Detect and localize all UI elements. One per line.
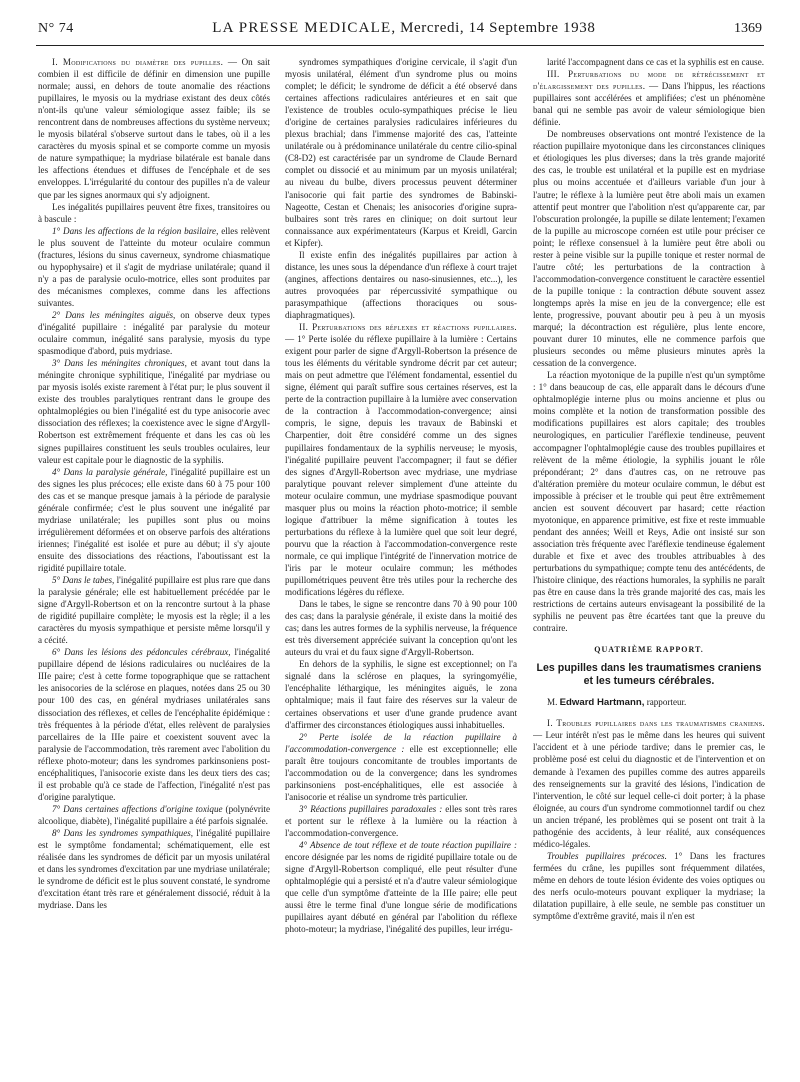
paragraph	[38, 803, 270, 827]
paragraph-lead: 3° Réactions pupillaires paradoxales :	[299, 803, 443, 814]
paragraph-text: Dans le tabes, le signe se rencontre dans 70 à 90 pour 100 des cas; dans la paralysie générale, il existe dans la moitié des cas; dans les autres formes de la syphilis nerveuse, la fréquence est très diversement appréciée suivant la conception qu'ont les auteurs du vrai et du faux signe d'Argyll-Robertson.	[285, 599, 517, 658]
paragraph-text: 1° Dans les fractures fermées du crâne, les pupilles sont fréquemment dilatées, même en dehors de toute lésion évidente des voies optiques ou des nerfs oculo-moteurs pouvant expliquer la mydriase; la dilatation pupillaire, à elle seule, ne semble pas constituer un symptôme d'extrême gravité, mais il n'en est	[533, 850, 765, 922]
paragraph-lead: Troubles pupillaires précoces.	[547, 850, 667, 861]
paragraph-text: Les inégalités pupillaires peuvent être fixes, transitoires ou à bascule :	[38, 201, 270, 224]
paragraph-lead: III. Perturbations du mode de rétrécissement et d'élargissement des pupilles.	[533, 69, 765, 92]
paragraph-text: — Dans l'hippus, les réactions pupillaires sont accélérées et amplifiées; c'est un phénomène banal qui ne semble pas avoir de valeur sémiologique bien définie.	[533, 81, 765, 128]
paragraph-text: on observe deux types d'inégalité pupillaire : inégalité par paralysie du moteur oculaire commun, inégalité sans paralysie, myosis du type spasmodique d'abord, puis mydriase.	[38, 309, 270, 357]
paragraph	[533, 369, 765, 634]
paragraph-lead: 1° Dans les affections de la région basilaire,	[52, 225, 219, 236]
paragraph-lead: 2° Perte isolée de la réaction pupillaire à l'accommodation-convergence :	[285, 731, 517, 754]
paragraph	[38, 466, 270, 574]
paragraph	[285, 249, 517, 321]
paragraph-lead: 6° Dans les lésions des pédoncules cérébraux,	[52, 647, 231, 658]
paragraph-text: — On sait combien il est difficile de définir en dimension une pupille normale; aussi, en dehors de toute anomalie des réactions pupillaires, le myosis ou la mydriase existant des deux côtés n'ont-ils qu'une valeur sémiologique assez faible; ils se rencontrent dans de nombreuses affections du système nerveux; le myosis bilatéral s'observe surtout dans le tabes, où il a les caractères du myosis spinal et se comporte comme un myosis de nature sympathique; la mydriase bilatérale est banale dans les affections étendues et diffuses de l'encéphale et de ses enveloppes. L'irrégularité du contour des pupilles n'a de valeur que par les signes anormaux qui s'y adjoignent.	[38, 57, 270, 200]
paragraph-text: l'inégalité pupillaire est un des signes les plus précoces; elle existe dans 60 à 75 pour 100 des cas et se manque presque jamais à la période de paralysie générale confirmée; c'est le plus souvent une inégalité par mydriase unilatérale; les pupilles sont plus ou moins irrégulièrement déformées et on observe parfois des altérations iriennes; l'inégalité est isolée et pure au début; il s'y ajoute ensuite des dissociations des réactions, l'aboutissant est la rigidité pupillaire totale.	[38, 466, 270, 573]
paragraph-text: larité l'accompagnent dans ce cas et la syphilis est en cause.	[547, 57, 765, 67]
issue-number: N° 74	[38, 21, 74, 36]
paragraph-text: l'inégalité pupillaire dépend de lésions radiculaires ou nucléaires de la IIIe paire; c'est à cette forme topographique que se rattachent les anisocories de la sclérose en plaques, notées dans 25 ou 30 pour 100 des cas, en général mydriases unilatérales sans dissociation des réflexes, et celles de l'encéphalite épidémique : très fréquentes à la période d'état, elles relèvent de paralysies parcellaires de la IIIe paire et coexistent souvent avec la paralysie de l'accommodation, très rarement avec l'abolition du réflexe photo-moteur; dans les syndromes parkinsoniens post-encéphalitiques, l'anisocorie existe dans les deux tiers des cas; il est probable qu'à ce stade de l'affection, l'inégalité n'est pas d'origine paralytique.	[38, 647, 270, 802]
paragraph-text: — Leur intérêt n'est pas le même dans les heures qui suivent l'accident et à une période tardive; dans le premier cas, le problème posé est celui du diagnostic et de l'intervention et on demande à l'examen des pupilles comme des autres appareils des renseignements sur la gravité des lésions, l'indication de l'intervention, le côté sur lequel celle-ci doit porter; à la phase éloignée, au cours d'un syndrome commotionnel tardif ou chez un ancien trépané, les problèmes qui se posent ont trait à la pathogénie des accidents, à leur réalité, aux conséquences médico-légales.	[533, 730, 765, 849]
paragraph	[38, 56, 270, 201]
paragraph-lead: 2° Dans les méningites aiguës,	[52, 309, 176, 320]
journal-title: LA PRESSE MEDICALE	[212, 20, 392, 36]
paragraph-text: De nombreuses observations ont montré l'existence de la réaction pupillaire myotonique dans les circonstances cliniques et étiologiques les plus diverses; dans la très grande majorité des cas, le trouble est unilatéral et la pupille est en mydriase plus ou moins accentuée et d'ailleurs variable d'un jour à l'autre; le réflexe à la lumière peut être aboli mais un examen attentif peut montrer que l'abolition n'est qu'apparente car, par l'obscuration prolongée, la pupille se dilate lentement; l'examen de la pupille au microscope cornéen est utile pour préciser ce point; le réflexe consensuel à la lumière peut être aboli ou rester à peine visible sur la pupille tonique et rester normal de l'autre côté; les perturbations de la contraction à l'accommodation-convergence constituent le caractère essentiel de la pupille tonique : la contraction débute souvent assez longtemps après la mise en jeu de la convergence; elle est lente, progressive, pouvant aboutir peu à peu à un myosis marqué; la décontraction est régulière, plus lente encore, pouvant durer 10 minutes, elle ne commence parfois que plusieurs secondes ou même plusieurs minutes après la cessation de la convergence.	[533, 129, 765, 369]
report-label: QUATRIÈME RAPPORT.	[594, 645, 704, 655]
reporter-name: Edward Hartmann,	[559, 697, 645, 709]
paragraph	[38, 201, 270, 225]
paragraph-text: En dehors de la syphilis, le signe est exceptionnel; on l'a signalé dans la sclérose en plaques, la syringomyélie, l'encéphalite léthargique, les méningites aiguës, le zona ophtalmique; mais il faut faire des réserves sur la valeur de certaines observations et user d'une grande prudence avant d'affirmer des circonstances étiologiques aussi inhabituelles.	[285, 659, 517, 730]
paragraph-lead: 3° Dans les méningites chroniques,	[52, 358, 187, 369]
paragraph	[285, 839, 517, 935]
paragraph-text: — 1° Perte isolée du réflexe pupillaire à la lumière : Certains exigent pour parler de signe d'Argyll-Robertson la présence de tous les éléments du véritable syndrome décrit par cet auteur; mais on peut admettre que l'élément fondamental, essentiel du signe, élément qui paraît suffire sous certaines réserves, est la perte de la contraction pupillaire à la lumière avec conservation de la contraction à l'accommodation-convergence; ainsi compris, le signe, depuis les travaux de Babinski et Charpentier, doit être considéré comme un des signes pupillaires fondamentaux de la syphilis nerveuse; le myosis, l'inégalité pupillaire peuvent l'accompagner; il faut se défier des signes d'Argyll-Robertson avec mydriase, une mydriase paralytique pouvant relever simplement d'une atteinte du moteur oculaire commun, une mydriase spasmodique pouvant masquer plus ou moins la réaction photo-motrice; il semble logique d'attribuer la même signification à toutes les perturbations du réflexe à la lumière quel que soit leur degré, pourvu que la réaction à l'accommodation-convergence reste normale, ce qui implique l'intégrité de l'innervation motrice de l'iris par le moteur oculaire commun; les méthodes pupillométriques peuvent être très utiles pour la recherche des modifications légères du réflexe.	[285, 334, 517, 598]
paragraph-text: La réaction myotonique de la pupille n'est qu'un symptôme : 1° dans beaucoup de cas, elle apparaît dans le décours d'une ophtalmoplégie interne plus ou moins ancienne et plus ou moins complète et la notion de transformation possible des modifications pupillaires est alors capitale; des troubles neurologiques, en particulier l'aréflexie tendineuse, peuvent accompagner l'ophtalmoplégie cause des troubles pupillaires et relèvent de la même étiologie, la syphilis jouant le rôle prépondérant; 2° dans d'autres cas, on ne retrouve pas d'altération première du moteur oculaire commun, le début est impossible à préciser et le trouble qui peut être extrêmement ancien est souvent découvert par hasard; cette réaction myotonique, en apparence primitive, est fixe et reste immuable pendant des années; Weill et Reys, Adie ont insisté sur son association très fréquente avec l'aréflexie tendineuse également durable et fixe et avec des troubles attribuables à des perturbations du sympathique; compte tenu des antécédents, de l'histoire clinique, des réactions humorales, la syphilis ne paraît pas être en cause dans la très grande majorité des cas, mais les restrictions de certains auteurs envisageant la possibilité de la syphilis ne peuvent pas être écartées tant que la preuve du contraire.	[533, 370, 765, 634]
paragraph-lead: I. Modifications du diamètre des pupilles.	[52, 57, 224, 67]
paragraph-lead: II. Perturbations des réflexes et réactions pupillaires.	[299, 322, 517, 333]
paragraph	[38, 827, 270, 911]
paragraph-lead: I. Troubles pupillaires dans les traumatismes craniens.	[547, 718, 765, 729]
paragraph	[285, 56, 517, 249]
paragraph-text: elle est exceptionnelle; elle paraît être toujours concomitante de troubles importants de l'accommodation ou de la convergence; dans les syndromes parkinsoniens post-encéphalitiques, elle est associée à l'anisocorie et réalise un syndrome très particulier.	[285, 743, 517, 802]
reporter-line	[547, 696, 765, 709]
paragraph-text: elles sont très rares et portent sur le réflexe à la lumière ou la réaction à l'accommodation-convergence.	[285, 803, 517, 838]
paragraph	[533, 68, 765, 128]
paragraph	[38, 646, 270, 803]
paragraph	[533, 850, 765, 922]
paragraph-text: encore désignée par les noms de rigidité pupillaire totale ou de signe d'Argyll-Robertson compliqué, elle peut résulter d'une ophtalmoplégie qui a persisté et n'a d'autre valeur sémiologique que celle d'un symptôme d'atteinte de la IIIe paire; elle peut aussi être le terme final d'une longue série de modifications pupillaires ayant débuté en général par l'abolition du réflexe photo-moteur; la mydriase, l'inégalité des pupilles, leur irrégu-	[285, 852, 517, 935]
page-number: 1369	[734, 21, 762, 36]
paragraph	[285, 731, 517, 803]
reporter-role: rapporteur.	[646, 697, 687, 708]
page-header	[38, 20, 762, 42]
paragraph	[533, 128, 765, 369]
paragraph-text: l'inégalité pupillaire est plus rare que dans la paralysie générale; elle est habituellement précédée par le signe d'Argyll-Robertson et on la rencontre surtout à la phase de rigidité pupillaire complète; le myosis est la règle; il a les caractères du myosis sympathique et persiste même lorsqu'il y a cécité.	[38, 575, 270, 646]
paragraph-lead: 7° Dans certaines affections d'origine toxique	[52, 803, 223, 814]
paragraph-text: et avant tout dans la méningite chronique syphilitique, l'inégalité par mydriase ou par myosis isolés existe rarement à l'état pur; le plus souvent il existe des troubles paralytiques rentrant dans le groupe des ophtalmoplégies ou bien l'inégalité est du type anisocorie avec dissociation des réflexes; la coexistence avec le signe d'Argyll-Robertson est extrêmement fréquente et dans les cas où les signes pupillaires constituent les seuls troubles oculaires, leur valeur est capitale pour le diagnostic de la syphilis.	[38, 358, 270, 465]
paragraph	[533, 717, 765, 850]
paragraph	[38, 225, 270, 309]
paragraph	[38, 574, 270, 646]
paragraph-lead: 5° Dans le tabes,	[52, 575, 115, 586]
paragraph	[533, 56, 765, 68]
report-title: Les pupilles dans les traumatismes craniens et les tumeurs cérébrales.	[536, 662, 762, 688]
paragraph	[285, 803, 517, 839]
paragraph	[285, 658, 517, 730]
paragraph-text: syndromes sympathiques d'origine cervicale, il s'agit d'un myosis unilatéral, élément d'un syndrome plus ou moins complet; le déficit; le syndrome de déficit a été observé dans certaines affections radiculaires antérieures et en sait que l'existence de troubles oculo-sympathiques précise le lieu d'origine de certaines paralysies radiculaires inférieures du plexus brachial; dans l'immense majorité des cas, l'atteinte unilatérale ou à prédominance unilatérale du centre cilio-spinal (C8-D2) est caractérisée par un syndrome de Claude Bernard complet ou dissocié et au minimum par un myosis unilatéral; au niveau du bulbe, divers processus peuvent déterminer l'anisocorie qui fait partie des syndromes de Babinski-Nageotte, Cestan et Chenais; les anisocories d'origine supra-bulbaires sont très rares en clinique; on doit surtout leur connaissance aux expérimentateurs (Karpus et Kreidl, Garcin et Kipfer).	[285, 57, 517, 248]
text-column-3	[533, 56, 765, 1074]
paragraph-lead: 4° Dans la paralysie générale,	[52, 466, 168, 477]
paragraph-lead: 8° Dans les syndromes sympathiques,	[52, 828, 194, 838]
paragraph	[38, 357, 270, 465]
paragraph-text: l'inégalité pupillaire est le symptôme fondamental; schématiquement, elle est réalisée dans les syndromes de déficit par un myosis unilatéral et dans les syndromes d'excitation par une mydriase unilatérale; le syndrome de déficit est le plus souvent constaté, le syndrome d'excitation étant très rare et généralement dissocié, réduit à la mydriase. Dans les	[38, 828, 270, 911]
paragraph	[38, 309, 270, 357]
text-column-1	[38, 56, 270, 1074]
paragraph-text: Il existe enfin des inégalités pupillaires par action à distance, les unes sous la dépendance d'un réflexe à court trajet (angines, affections dentaires ou naso-sinusiennes, etc...), les autres provoquées par répercussivité sympathique ou parasympathique (affections thoraciques ou sous-diaphragmatiques).	[285, 249, 517, 320]
paragraph	[285, 321, 517, 598]
paragraph-text: (polynévrite alcoolique, diabète), l'inégalité pupillaire a été parfois signalée.	[38, 803, 270, 826]
header-rule	[36, 45, 764, 46]
issue-date: Mercredi, 14 Septembre 1938	[400, 20, 596, 36]
paragraph	[285, 598, 517, 658]
journal-line: LA PRESSE MEDICALE, Mercredi, 14 Septembre 1938	[212, 20, 596, 36]
reporter-prefix: M.	[547, 697, 558, 708]
paragraph-lead: 4° Absence de tout réflexe et de toute réaction pupillaire :	[299, 840, 517, 851]
text-column-2	[285, 56, 517, 1074]
paragraph-text: elles relèvent le plus souvent de l'atteinte du moteur oculaire commun (fractures, lésions du sinus caverneux, syndrome chiasmatique ou hypophysaire) et il s'agit de mydriase unilatérale; quand il n'y a pas de paralysie oculo-motrice, elles sont produites par des mécanismes complexes, comme dans les affections suivantes.	[38, 225, 270, 308]
